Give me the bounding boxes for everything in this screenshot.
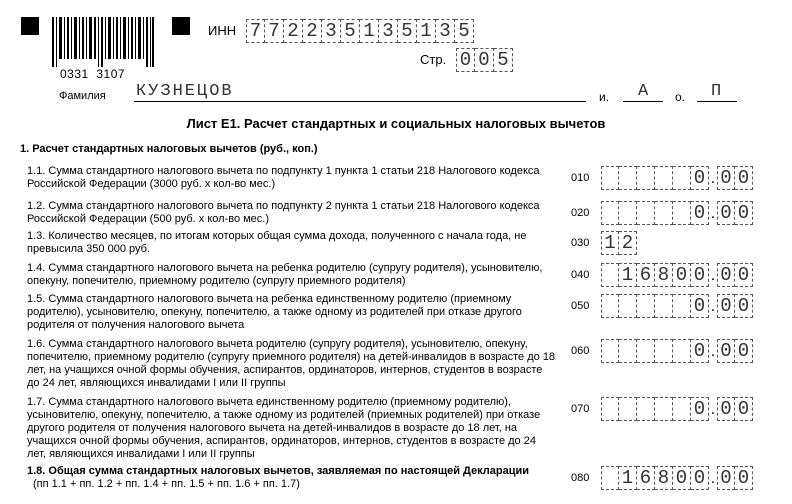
kopecks-digit-cell[interactable]: 0 — [735, 397, 753, 421]
rubles-digit-cell[interactable] — [637, 397, 655, 421]
kopecks-digit-cell[interactable]: 0 — [717, 201, 735, 225]
initial-o-label: о. — [675, 90, 686, 104]
inn-digit-cell[interactable]: 1 — [360, 19, 379, 43]
rubles-digit-cell[interactable] — [637, 201, 655, 225]
kopecks-digit-cell[interactable]: 0 — [717, 166, 735, 190]
rubles-digit-cell[interactable] — [619, 201, 637, 225]
line-code: 020 — [571, 207, 590, 219]
rubles-digit-cell[interactable] — [673, 294, 691, 318]
rubles-digit-cell[interactable] — [601, 339, 619, 363]
surname-underline — [134, 101, 586, 102]
row-description: 1.5. Сумма стандартного налогового вычета на ребенка единственному родителю (приемному родителю), усыновителю, опекуну, попечителю, а также одному из родителей при отказе другого родителя от получения налогового вычета — [27, 293, 522, 331]
rubles-digit-cell[interactable] — [601, 466, 619, 490]
kopecks-digit-cell[interactable]: 0 — [735, 166, 753, 190]
months-digit-cell[interactable]: 2 — [619, 231, 637, 255]
page-digit-cell[interactable]: 5 — [494, 48, 513, 72]
page-label: Стр. — [420, 52, 447, 67]
rubles-digit-cell[interactable] — [673, 166, 691, 190]
inn-cells — [246, 19, 474, 43]
decimal-point: . — [710, 205, 716, 222]
kopecks-digit-cell[interactable]: 0 — [735, 201, 753, 225]
amount-cells — [601, 263, 753, 287]
barcode — [52, 17, 154, 67]
rubles-digit-cell[interactable]: 6 — [637, 263, 655, 287]
line-code: 080 — [571, 472, 590, 484]
row-description: 1.3. Количество месяцев, по итогам которых общая сумма дохода, полученного с начала года, не превысила 350 000 руб. — [27, 230, 527, 255]
initial-i-label: и. — [599, 90, 610, 104]
amount-cells — [601, 166, 753, 190]
line-code: 050 — [571, 300, 590, 312]
rubles-digit-cell[interactable] — [601, 294, 619, 318]
rubles-digit-cell[interactable] — [619, 339, 637, 363]
kopecks-digit-cell[interactable]: 0 — [735, 339, 753, 363]
amount-cells — [601, 397, 753, 421]
rubles-digit-cell[interactable] — [673, 201, 691, 225]
kopecks-digit-cell[interactable]: 0 — [717, 294, 735, 318]
initial-i-value[interactable]: А — [638, 82, 651, 101]
initial-o-underline — [697, 101, 737, 102]
months-digit-cell[interactable]: 1 — [601, 231, 619, 255]
kopecks-digit-cell[interactable]: 0 — [717, 466, 735, 490]
amount-cells — [601, 231, 637, 255]
inn-digit-cell[interactable]: 7 — [246, 19, 265, 43]
rubles-digit-cell[interactable] — [601, 201, 619, 225]
rubles-digit-cell[interactable]: 8 — [655, 263, 673, 287]
amount-cells — [601, 294, 753, 318]
row-description: 1.4. Сумма стандартного налогового вычета на ребенка родителю (супругу родителя), усыновителю, опекуну, попечителю, приемному родителю (супругу приемного родителя) — [27, 262, 543, 287]
surname-label: Фамилия — [59, 90, 106, 102]
rubles-digit-cell[interactable] — [601, 166, 619, 190]
rubles-digit-cell[interactable] — [655, 339, 673, 363]
rubles-digit-cell[interactable] — [655, 397, 673, 421]
page-cells — [456, 48, 513, 72]
row-description: 1.6. Сумма стандартного налогового вычета родителю (супругу родителя), усыновителю, опекуну, попечителю, приемному родителю (супругу приемного родителя) на детей-инвалидов в возрасте до 18 лет, на учащихся очной формы обучения, аспирантов, ординаторов, интернов, студентов в возрасте до 24 лет, являющихся инвалидами I или II группы — [27, 338, 556, 389]
inn-digit-cell[interactable]: 2 — [303, 19, 322, 43]
initial-i-underline — [623, 101, 663, 102]
rubles-digit-cell[interactable] — [637, 294, 655, 318]
decimal-point: . — [710, 470, 716, 487]
corner-marker-left — [21, 17, 39, 35]
inn-digit-cell[interactable]: 1 — [417, 19, 436, 43]
inn-digit-cell[interactable]: 3 — [322, 19, 341, 43]
inn-digit-cell[interactable]: 3 — [379, 19, 398, 43]
page-digit-cell[interactable]: 0 — [475, 48, 494, 72]
rubles-digit-cell[interactable] — [655, 201, 673, 225]
row-description — [27, 465, 557, 491]
inn-digit-cell[interactable]: 2 — [284, 19, 303, 43]
inn-digit-cell[interactable]: 7 — [265, 19, 284, 43]
rubles-digit-cell[interactable]: 1 — [619, 263, 637, 287]
rubles-digit-cell[interactable]: 0 — [691, 263, 709, 287]
row-description-bold: 1.8. Общая сумма стандартных налоговых вычетов, заявляемая по настоящей Декларации — [27, 465, 530, 477]
rubles-digit-cell[interactable] — [619, 397, 637, 421]
rubles-digit-cell[interactable]: 0 — [691, 294, 709, 318]
rubles-digit-cell[interactable]: 0 — [691, 466, 709, 490]
decimal-point: . — [710, 298, 716, 315]
rubles-digit-cell[interactable]: 0 — [691, 397, 709, 421]
inn-digit-cell[interactable]: 3 — [436, 19, 455, 43]
section-heading: 1. Расчет стандартных налоговых вычетов (руб., коп.) — [20, 143, 318, 155]
line-code: 030 — [571, 237, 590, 249]
line-code: 040 — [571, 269, 590, 281]
initial-o-value[interactable]: П — [711, 82, 724, 101]
line-code: 070 — [571, 403, 590, 415]
rubles-digit-cell[interactable] — [655, 294, 673, 318]
row-description: 1.2. Сумма стандартного налогового вычета по подпункту 2 пункта 1 статьи 218 Налогового кодекса Российской Федерации (500 руб. х кол-во мес.) — [27, 200, 540, 225]
line-code: 010 — [571, 172, 590, 184]
kopecks-digit-cell[interactable]: 0 — [717, 339, 735, 363]
decimal-point: . — [710, 401, 716, 418]
row-description-note: (пп 1.1 + пп. 1.2 + пп. 1.4 + пп. 1.5 + пп. 1.6 + пп. 1.7) — [33, 478, 300, 490]
kopecks-digit-cell[interactable]: 0 — [717, 397, 735, 421]
rubles-digit-cell[interactable] — [619, 294, 637, 318]
rubles-digit-cell[interactable]: 0 — [691, 201, 709, 225]
rubles-digit-cell[interactable] — [673, 397, 691, 421]
inn-digit-cell[interactable]: 5 — [398, 19, 417, 43]
corner-marker-right — [172, 17, 190, 35]
page-digit-cell[interactable]: 0 — [456, 48, 475, 72]
line-code: 060 — [571, 345, 590, 357]
kopecks-digit-cell[interactable]: 0 — [735, 263, 753, 287]
rubles-digit-cell[interactable] — [673, 339, 691, 363]
rubles-digit-cell[interactable]: 1 — [619, 466, 637, 490]
rubles-digit-cell[interactable]: 6 — [637, 466, 655, 490]
kopecks-digit-cell[interactable]: 0 — [717, 263, 735, 287]
inn-digit-cell[interactable]: 5 — [341, 19, 360, 43]
decimal-point: . — [710, 267, 716, 284]
rubles-digit-cell[interactable]: 0 — [673, 263, 691, 287]
kopecks-digit-cell[interactable]: 0 — [735, 294, 753, 318]
kopecks-digit-cell[interactable]: 0 — [735, 466, 753, 490]
row-description: 1.7. Сумма стандартного налогового вычета единственному родителю (приемному родителю), усыновителю, опекуну, попечителю, а также одному из родителей (приемных родителей) при отказе другого родителя от получения налогового вычета на детей-инвалидов в возрасте до 18 лет, на учащихся очной формы обучения, аспирантов, ординаторов, интернов, студентов в возрасте до 24 лет, являющихся инвалидами I или II группы — [27, 396, 541, 460]
inn-digit-cell[interactable]: 5 — [455, 19, 474, 43]
surname-value[interactable]: КУЗНЕЦОВ — [136, 82, 234, 101]
rubles-digit-cell[interactable] — [601, 263, 619, 287]
rubles-digit-cell[interactable] — [619, 166, 637, 190]
rubles-digit-cell[interactable]: 8 — [655, 466, 673, 490]
rubles-digit-cell[interactable] — [601, 397, 619, 421]
amount-cells — [601, 201, 753, 225]
rubles-digit-cell[interactable] — [637, 166, 655, 190]
rubles-digit-cell[interactable] — [637, 339, 655, 363]
decimal-point: . — [710, 343, 716, 360]
inn-label: ИНН — [208, 23, 237, 38]
amount-cells — [601, 339, 753, 363]
rubles-digit-cell[interactable]: 0 — [673, 466, 691, 490]
rubles-digit-cell[interactable]: 0 — [691, 166, 709, 190]
barcode-number: 0331 3107 — [60, 67, 126, 81]
rubles-digit-cell[interactable]: 0 — [691, 339, 709, 363]
row-description: 1.1. Сумма стандартного налогового вычета по подпункту 1 пункта 1 статьи 218 Налогового кодекса Российской Федерации (3000 руб. х кол-во мес.) — [27, 165, 540, 190]
rubles-digit-cell[interactable] — [655, 166, 673, 190]
amount-cells — [601, 466, 753, 490]
sheet-title: Лист Е1. Расчет стандартных и социальных налоговых вычетов — [186, 116, 606, 131]
decimal-point: . — [710, 170, 716, 187]
